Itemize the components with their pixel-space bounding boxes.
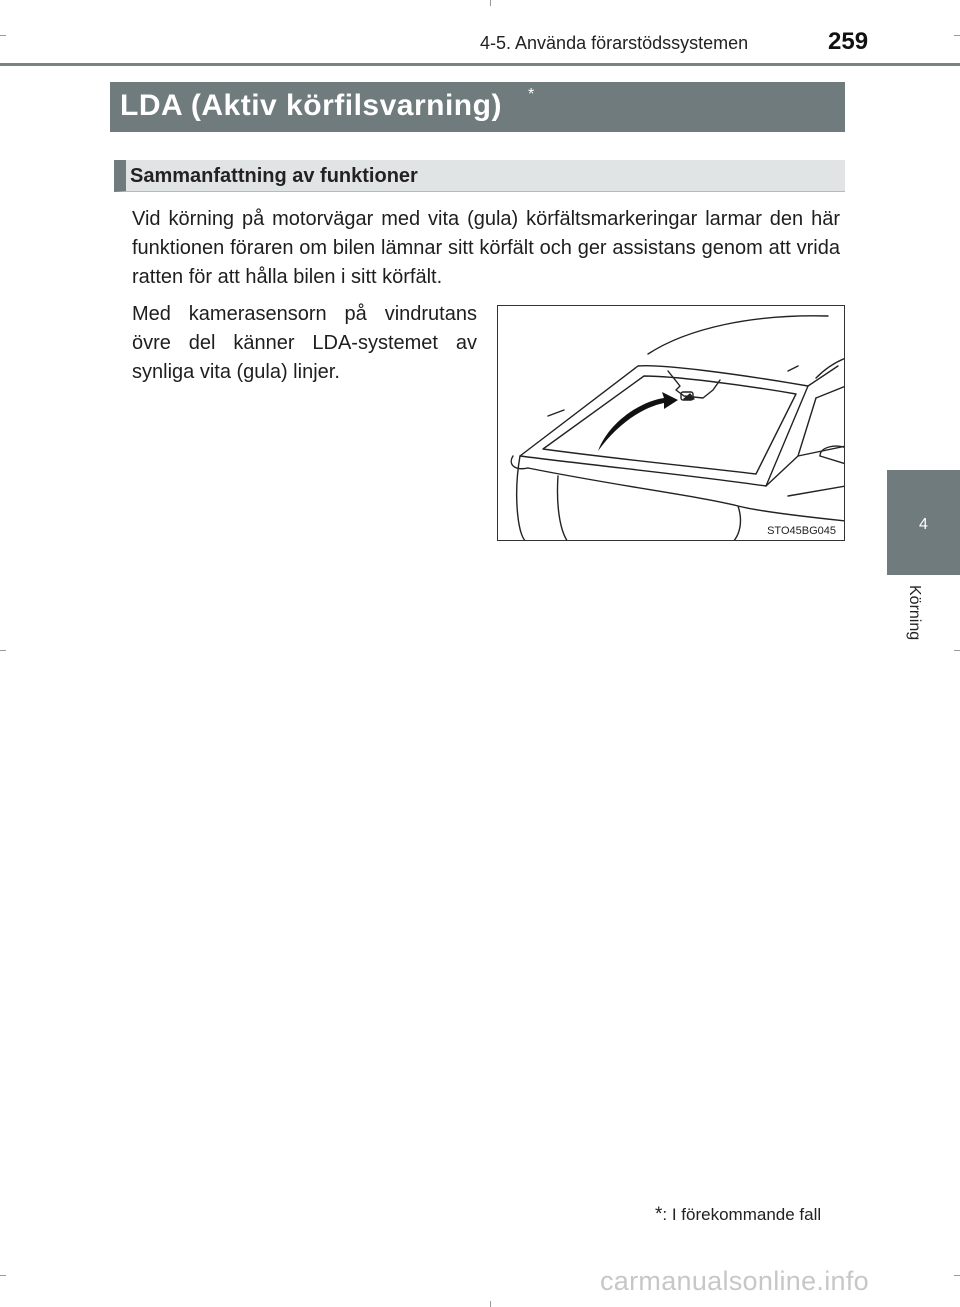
footnote-text: : I förekommande fall (662, 1205, 822, 1224)
crop-mark (954, 35, 960, 36)
crop-mark (490, 1301, 491, 1307)
section-title: 4-5. Använda förarstödssystemen (480, 33, 749, 53)
crop-mark (0, 650, 6, 651)
chapter-tab (887, 470, 960, 575)
crop-mark (954, 650, 960, 651)
footnote (655, 1204, 821, 1226)
paragraph-intro: Vid körning på motorvägar med vita (gula) körfältsmarkeringar larmar den här funktionen föraren om bilen lämnar sitt körfält och ger assistans genom att vrida ratten för att hålla bilen i sitt körfält. (132, 208, 840, 288)
crop-mark (490, 0, 491, 6)
page-title: LDA (Aktiv körfilsvarning) (120, 89, 502, 122)
asterisk-mark: * (528, 86, 535, 103)
figure-code: STO45BG045 (767, 525, 836, 537)
chapter-label: Körning (906, 585, 923, 641)
header-rule (0, 63, 960, 66)
crop-mark (954, 1275, 960, 1276)
subtitle-bar (114, 160, 845, 192)
chapter-number: 4 (919, 516, 928, 533)
footnote-mark: * (655, 1204, 663, 1225)
page-title-bar (110, 82, 845, 132)
paragraph-camera: Med kamerasensorn på vindrutans övre del känner LDA-systemet av synliga vita (gula) linjer. (132, 303, 477, 383)
windshield-illustration (498, 306, 845, 541)
page-number: 259 (828, 28, 869, 55)
windshield-camera-figure (497, 305, 845, 541)
subtitle: Sammanfattning av funktioner (130, 165, 418, 187)
crop-mark (0, 35, 6, 36)
watermark: carmanualsonline.info (600, 1266, 869, 1296)
crop-mark (0, 1275, 6, 1276)
